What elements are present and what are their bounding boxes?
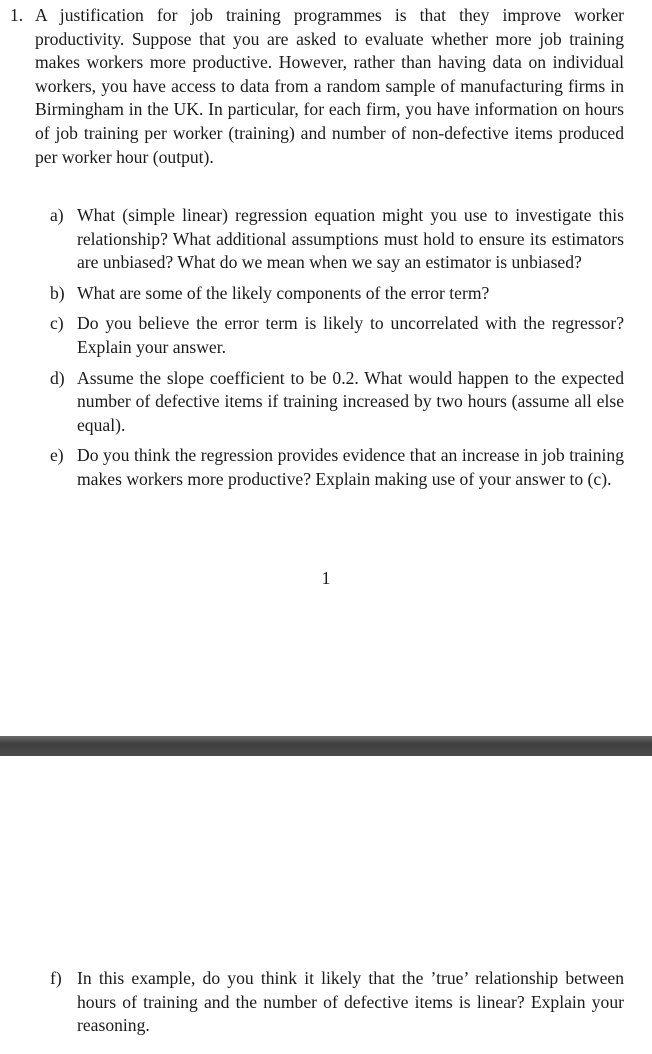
subquestion-label: c) — [50, 313, 64, 334]
subquestion-list — [50, 204, 624, 499]
subquestion-label: a) — [50, 205, 64, 225]
subquestion-label: f) — [50, 968, 62, 988]
subquestion-b — [50, 282, 624, 306]
question-text: A justification for job training programmes is that they improve worker productivity. Suppose that you are asked to evaluate whether more job training makes workers more productive. However, rather than having data on individual workers, you have access to data from a random sample of manufacturing firms in Birmingham in the UK. In particular, for each firm, you have information on hours of job training per worker (training) and number of non-defective items produced per worker hour (output). — [35, 5, 624, 167]
subquestion-label: e) — [50, 445, 64, 466]
subquestion-text: Do you think the regression provides evidence that an increase in job training makes workers more productive? Explain making use of your answer to (c). — [77, 445, 624, 489]
subquestion-text: What are some of the likely components of the error term? — [77, 282, 490, 303]
page-number: 1 — [321, 568, 331, 588]
subquestion-c — [50, 312, 624, 359]
question-1 — [10, 4, 624, 169]
subquestion-a — [50, 204, 624, 275]
page-separator — [0, 736, 652, 756]
subquestion-text: In this example, do you think it likely that the ’true’ relationship between hours of training and the number of defective items is linear? Explain your reasoning. — [77, 968, 624, 1036]
subquestion-text: Assume the slope coefficient to be 0.2. What would happen to the expected number of defective items if training increased by two hours (assume all else equal). — [77, 367, 624, 435]
subquestion-label: b) — [50, 282, 65, 303]
subquestion-list-continued — [50, 967, 624, 1045]
question-number: 1. — [10, 5, 24, 25]
subquestion-f — [50, 967, 624, 1038]
subquestion-text: What (simple linear) regression equation might you use to investigate this relationship? What additional assumptions must hold to ensure its estimators are unbiased? What do we mean when we say an estimator is unbiased? — [77, 205, 624, 273]
subquestion-d — [50, 367, 624, 438]
subquestion-text: Do you believe the error term is likely to uncorrelated with the regressor? Explain your answer. — [77, 313, 624, 357]
document-page-2 — [0, 756, 652, 1054]
subquestion-e — [50, 444, 624, 491]
subquestion-label: d) — [50, 367, 65, 388]
